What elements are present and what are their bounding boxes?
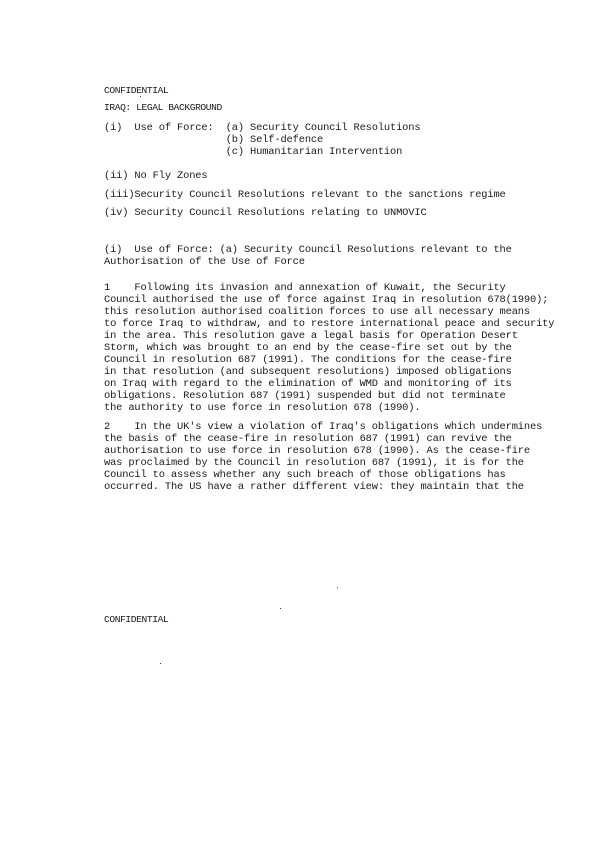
paragraph-line: authorisation to use force in resolution 678 (1990). As the cease-fire — [104, 445, 530, 457]
section-heading-line: Authorisation of the Use of Force — [104, 256, 305, 268]
contents-item-self-defence: (b) Self-defence — [104, 134, 324, 146]
paragraph-line: in the area. This resolution gave a legal basis for Operation Desert — [104, 330, 518, 342]
header-marking: CONFIDENTIAL — [104, 85, 169, 96]
scan-speck — [140, 96, 141, 97]
contents-item-unmovic: (iv) Security Council Resolutions relating to UNMOVIC — [104, 207, 427, 219]
contents-item-use-of-force: (i) Use of Force: (a) Security Council Resolutions — [104, 122, 421, 134]
paragraph-line: 2 In the UK's view a violation of Iraq's obligations which undermines — [104, 421, 543, 433]
contents-item-humanitarian-intervention: (c) Humanitarian Intervention — [104, 146, 403, 158]
paragraph-line: 1 Following its invasion and annexation of Kuwait, the Security — [104, 282, 506, 294]
paragraph-line: the authority to use force in resolution 678 (1990). — [104, 402, 421, 414]
paragraph-line: in that resolution (and subsequent resolutions) imposed obligations — [104, 366, 512, 378]
paragraph-line: was proclaimed by the Council in resolution 687 (1991), it is for the — [104, 457, 524, 469]
footer-marking: CONFIDENTIAL — [104, 614, 169, 625]
paragraph-line: Storm, which was brought to an end by the cease-fire set out by the — [104, 342, 512, 354]
scan-speck — [280, 608, 281, 609]
section-heading-line: (i) Use of Force: (a) Security Council Resolutions relevant to the — [104, 244, 512, 256]
contents-item-no-fly-zones: (ii) No Fly Zones — [104, 170, 208, 182]
paragraph-line: Council authorised the use of force against Iraq in resolution 678(1990); — [104, 294, 549, 306]
paragraph-line: the basis of the cease-fire in resolution 687 (1991) can revive the — [104, 433, 512, 445]
paragraph-line: to force Iraq to withdraw, and to restore international peace and security — [104, 318, 555, 330]
paragraph-line: Council to assess whether any such breach of those obligations has — [104, 469, 506, 481]
paragraph-line: this resolution authorised coalition forces to use all necessary means — [104, 306, 530, 318]
paragraph-line: occurred. The US have a rather different view: they maintain that the — [104, 481, 524, 493]
scan-speck — [160, 663, 161, 664]
paragraph-line: on Iraq with regard to the elimination of WMD and monitoring of its — [104, 378, 512, 390]
paragraph-line: Council in resolution 687 (1991). The conditions for the cease-fire — [104, 354, 512, 366]
contents-item-sanctions: (iii)Security Council Resolutions relevant to the sanctions regime — [104, 189, 506, 201]
paragraph-line: obligations. Resolution 687 (1991) suspended but did not terminate — [104, 390, 506, 402]
document-title: IRAQ: LEGAL BACKGROUND — [104, 102, 222, 113]
scan-speck — [337, 587, 338, 588]
